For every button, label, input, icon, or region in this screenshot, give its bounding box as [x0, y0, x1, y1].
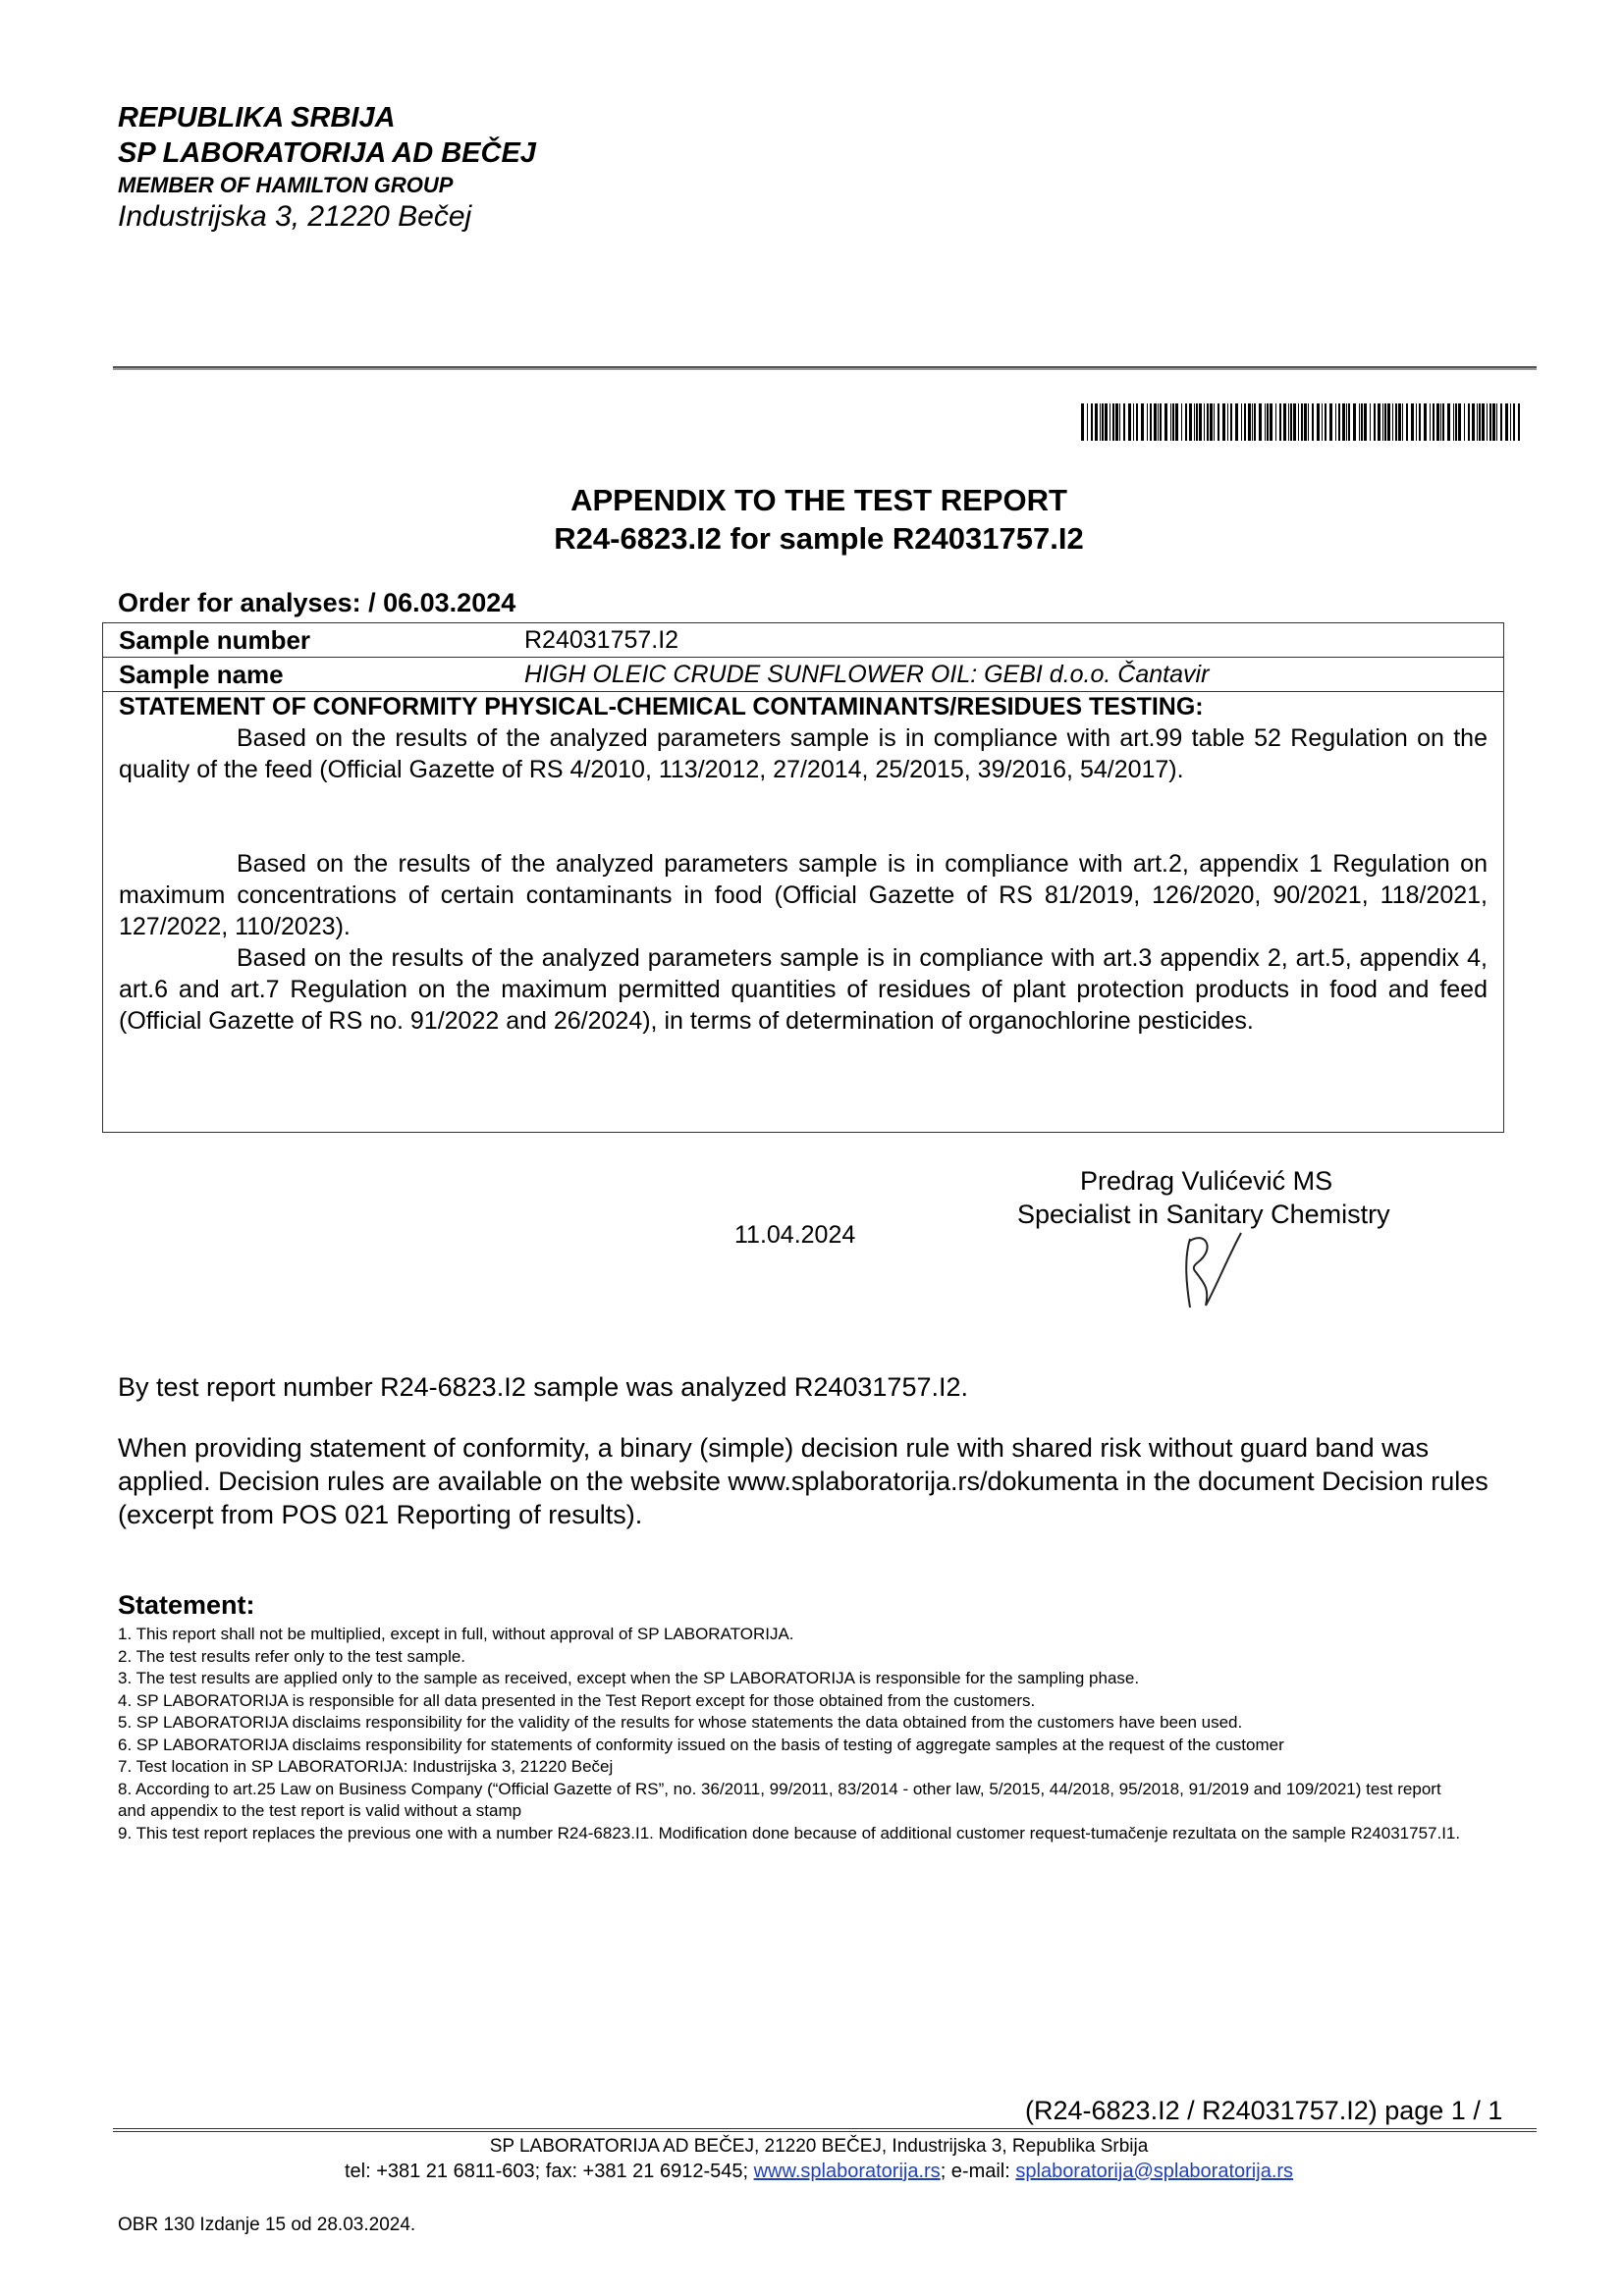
statement-item: 9. This test report replaces the previous one with a number R24-6823.I1. Modification done because of additional customer request-tumačenje rezultata on the sample R24031757.I1. — [118, 1823, 1461, 1842]
conformity-heading: STATEMENT OF CONFORMITY PHYSICAL-CHEMICAL CONTAMINANTS/RESIDUES TESTING: — [119, 693, 1204, 721]
statement-item: 3. The test results are applied only to the sample as received, except when the SP LABORATORIJA is responsible for the sampling phase. — [118, 1669, 1140, 1687]
signatory-title: Specialist in Sanitary Chemistry — [1017, 1200, 1390, 1229]
test-report-summary: By test report number R24-6823.I2 sample was analyzed R24031757.I2. — [118, 1372, 969, 1402]
footer-contact — [0, 2161, 1624, 2183]
sample-name-row — [103, 658, 1503, 692]
document-title: APPENDIX TO THE TEST REPORT — [570, 483, 1067, 517]
signatory-name: Predrag Vulićević MS — [1080, 1166, 1333, 1196]
decision-rule-note: When providing statement of conformity, a binary (simple) decision rule with shared risk without guard band was applied. Decision rules are available on the website www.splaboratorija.rs/dokumenta in the document Decision rules (excerpt from POS 021 Reporting of results). — [118, 1433, 1489, 1529]
statement-title: Statement: — [118, 1590, 255, 1620]
footer-divider — [113, 2128, 1537, 2132]
statement-item: 7. Test location in SP LABORATORIJA: Industrijska 3, 21220 Bečej — [118, 1757, 614, 1776]
signature-date: 11.04.2024 — [734, 1221, 856, 1249]
sample-number-label: Sample number — [119, 625, 311, 655]
conformity-paragraph-1: Based on the results of the analyzed parameters sample is in compliance with art.99 table 52 Regulation on the quality of the feed (Official Gazette of RS 4/2010, 113/2012, 27/2014, 25/2015, 39/2016, 54/2017). — [119, 724, 1488, 783]
order-value: / 06.03.2024 — [360, 588, 516, 617]
footer-company: SP LABORATORIJA AD BEČEJ, 21220 BEČEJ, Industrijska 3, Republika Srbija — [489, 2136, 1149, 2157]
org-name: SP LABORATORIJA AD BEČEJ — [118, 137, 536, 169]
sample-name-label: Sample name — [119, 660, 284, 689]
page-indicator: (R24-6823.I2 / R24031757.I2) page 1 / 1 — [1025, 2096, 1503, 2125]
statement-item: 2. The test results refer only to the test sample. — [118, 1646, 466, 1666]
order-label: Order for analyses: — [118, 588, 361, 617]
form-reference: OBR 130 Izdanje 15 od 28.03.2024. — [118, 2215, 416, 2235]
conformity-paragraph-2: Based on the results of the analyzed parameters sample is in compliance with art.2, appendix 1 Regulation on maximum concentrations of certain contaminants in food (Official Gazette of RS 81/2019, 126/2020, 90/2021, 118/2021, 127/2022, 110/2023). — [119, 850, 1488, 940]
website-link[interactable]: www.splaboratorija.rs — [753, 2161, 941, 2182]
sample-number-row — [103, 623, 1503, 658]
barcode-icon — [1081, 403, 1520, 441]
handwritten-signature — [1176, 1229, 1245, 1309]
org-address: Industrijska 3, 21220 Bečej — [118, 200, 472, 233]
org-country: REPUBLIKA SRBIJA — [118, 102, 396, 133]
email-link[interactable]: splaboratorija@splaboratorija.rs — [1015, 2161, 1294, 2182]
order-line — [118, 588, 515, 618]
statement-item: 1. This report shall not be multiplied, except in full, without approval of SP LABORATORIJA. — [118, 1625, 794, 1643]
statement-item: 8. According to art.25 Law on Business Company (“Official Gazette of RS”, no. 36/2011, 99/2011, 83/2014 - other law, 5/2015, 44/2018, 95/2018, 91/2019 and 109/2021) test report and appendix to the test report is valid without a stamp — [118, 1779, 1441, 1820]
header-divider — [113, 366, 1537, 370]
sample-name-value: HIGH OLEIC CRUDE SUNFLOWER OIL: GEBI d.o.o. Čantavir — [524, 661, 1210, 688]
org-membership: MEMBER OF HAMILTON GROUP — [118, 173, 454, 197]
statement-item: 6. SP LABORATORIJA disclaims responsibility for statements of conformity issued on the basis of testing of aggregate samples at the request of the customer — [118, 1735, 1284, 1754]
footer-email-label: ; e-mail: — [940, 2161, 1016, 2182]
sample-info-box — [102, 622, 1504, 1133]
document-subtitle: R24-6823.I2 for sample R24031757.I2 — [554, 521, 1084, 556]
statement-item: 4. SP LABORATORIJA is responsible for all data presented in the Test Report except for those obtained from the customers. — [118, 1690, 1036, 1710]
conformity-paragraph-3: Based on the results of the analyzed parameters sample is in compliance with art.3 appendix 2, art.5, appendix 4, art.6 and art.7 Regulation on the maximum permitted quantities of residues of plant protection products in food and feed (Official Gazette of RS no. 91/2022 and 26/2024), in terms of determination of organochlorine pesticides. — [119, 944, 1488, 1035]
statement-item: 5. SP LABORATORIJA disclaims responsibility for the validity of the results for whose statements the data obtained from the customers have been used. — [118, 1713, 1243, 1732]
footer-phone-fax: tel: +381 21 6811-603; fax: +381 21 6912-545; — [344, 2161, 754, 2182]
sample-number-value: R24031757.I2 — [524, 626, 679, 654]
statement-list — [118, 1624, 1473, 1844]
